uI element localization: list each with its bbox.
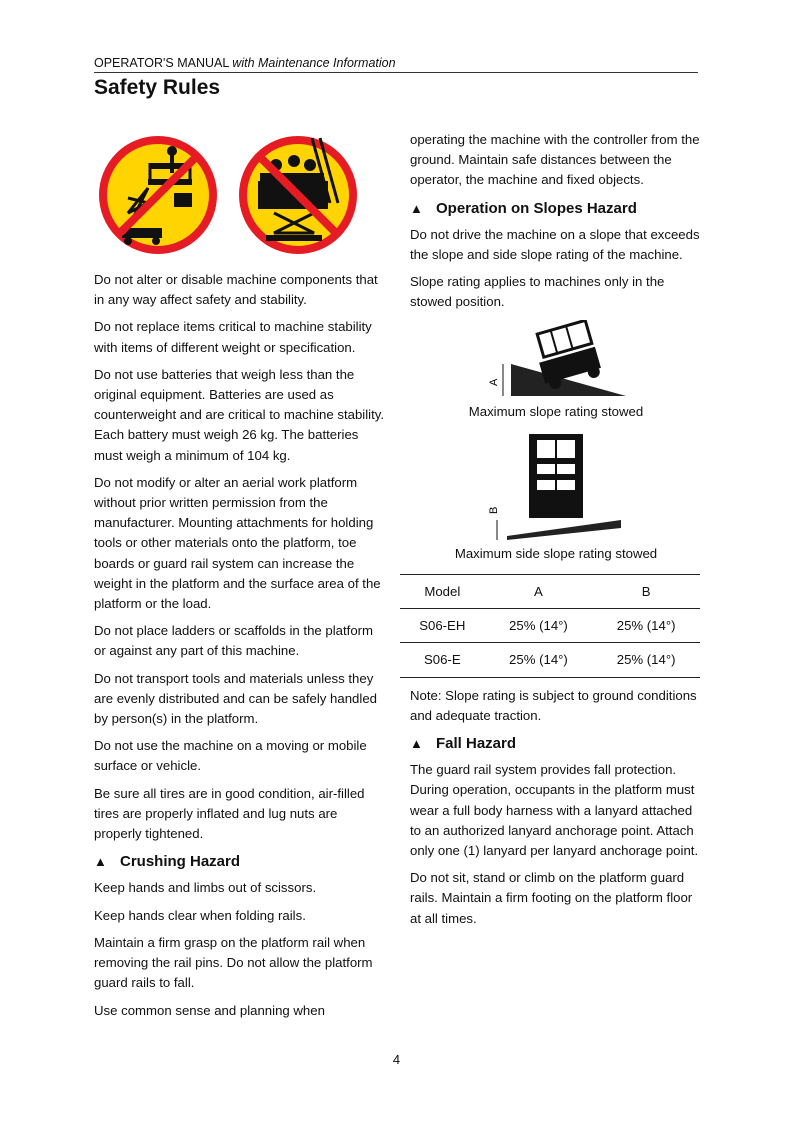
- table-header-a: A: [485, 575, 593, 609]
- safety-paragraph: operating the machine with the controller from the ground. Maintain safe distances between the operator, the machine and fixed objects.: [410, 132, 700, 188]
- safety-paragraph: Maintain a firm grasp on the platform rail when removing the rail pins. Do not allow the platform guard rails to fall.: [94, 934, 373, 991]
- safety-paragraph: Do not alter or disable machine components that in any way affect safety and stability.: [94, 272, 378, 308]
- safety-paragraph: Keep hands clear when folding rails.: [94, 907, 306, 923]
- table-header-model: Model: [400, 575, 485, 609]
- safety-paragraph: Use common sense and planning when: [94, 1002, 325, 1018]
- crushing-hazard-heading: [94, 852, 386, 872]
- side-slope-caption: Maximum side slope rating stowed: [454, 545, 658, 561]
- safety-paragraph: Keep hands and limbs out of scissors.: [94, 880, 317, 896]
- warning-triangle-icon: ▲: [94, 854, 107, 870]
- safety-paragraph: Do not drive the machine on a slope that exceeds the slope and side slope rating of the machine.: [410, 226, 700, 263]
- no-overloading-platform-icon: [243, 138, 353, 250]
- table-header-b: B: [592, 575, 700, 609]
- safety-paragraph: Be sure all tires are in good condition, air-filled tires are properly inflated and lug nuts are properly tightened.: [94, 785, 365, 842]
- slope-rating-table: [400, 574, 700, 678]
- slopes-hazard-title: Operation on Slopes Hazard: [436, 199, 637, 217]
- safety-paragraph: Do not place ladders or scaffolds in the platform or against any part of this machine.: [94, 623, 374, 659]
- safety-paragraph: Do not transport tools and materials unless they are evenly distributed and can be safely handled by person(s) in the platform.: [94, 670, 377, 727]
- safety-paragraph: Do not modify or alter an aerial work platform without prior written permission from the manufacturer. Mounting attachments for holding tools or other materials onto the platform, toe boards or guard rail system can increase the weight in the platform and the surface area of the platform or the load.: [94, 474, 381, 612]
- prohibition-icons: [98, 133, 360, 263]
- slopes-hazard-heading: [410, 199, 702, 219]
- slope-caption: Maximum slope rating stowed: [468, 403, 644, 419]
- table-cell: 25% (14°): [592, 609, 700, 643]
- table-cell: 25% (14°): [592, 643, 700, 677]
- page-number: 4: [392, 1052, 401, 1067]
- table-row: [400, 609, 700, 643]
- table-cell: 25% (14°): [485, 609, 593, 643]
- left-column: [94, 270, 386, 1028]
- fall-hazard-title: Fall Hazard: [436, 735, 517, 753]
- safety-paragraph: Do not replace items critical to machine stability with items of different weight or specification.: [94, 319, 372, 355]
- safety-paragraph: Do not use batteries that weigh less than the original equipment. Batteries are used as counterweight and are critical to machine stability. Each battery must weigh 26 kg. The batteries must weigh a minimum of 104 kg.: [94, 366, 385, 463]
- table-cell: S06-EH: [400, 609, 485, 643]
- warning-triangle-icon: ▲: [410, 736, 423, 752]
- warning-triangle-icon: ▲: [410, 200, 423, 216]
- header-title: OPERATOR'S MANUAL: [94, 56, 233, 70]
- safety-paragraph: The guard rail system provides fall protection. During operation, occupants in the platform must wear a full body harness with a lanyard attached to an authorized lanyard anchorage point. Attach only one (1) lanyard per lanyard anchorage point.: [410, 762, 699, 859]
- no-stacking-platform-icon: [103, 140, 213, 250]
- header-subtitle: with Maintenance Information: [232, 56, 396, 70]
- slope-label-a: A: [488, 378, 500, 386]
- slope-rating-figure: [481, 320, 631, 400]
- safety-paragraph: Do not use the machine on a moving or mobile surface or vehicle.: [94, 738, 367, 774]
- table-cell: S06-E: [400, 643, 485, 677]
- table-cell: 25% (14°): [485, 643, 593, 677]
- crushing-hazard-title: Crushing Hazard: [120, 853, 241, 871]
- slope-label-b: B: [488, 506, 500, 514]
- running-header: [94, 56, 698, 73]
- page-title: Safety Rules: [94, 76, 221, 99]
- safety-paragraph: Slope rating applies to machines only in the stowed position.: [410, 274, 665, 310]
- right-column: [410, 130, 702, 936]
- safety-paragraph: Do not sit, stand or climb on the platform guard rails. Maintain a firm footing on the platform floor at all times.: [410, 870, 693, 926]
- fall-hazard-heading: [410, 734, 702, 754]
- table-row: [400, 643, 700, 677]
- side-slope-rating-figure: [481, 432, 631, 542]
- slope-note: Note: Slope rating is subject to ground conditions and adequate traction.: [410, 687, 697, 723]
